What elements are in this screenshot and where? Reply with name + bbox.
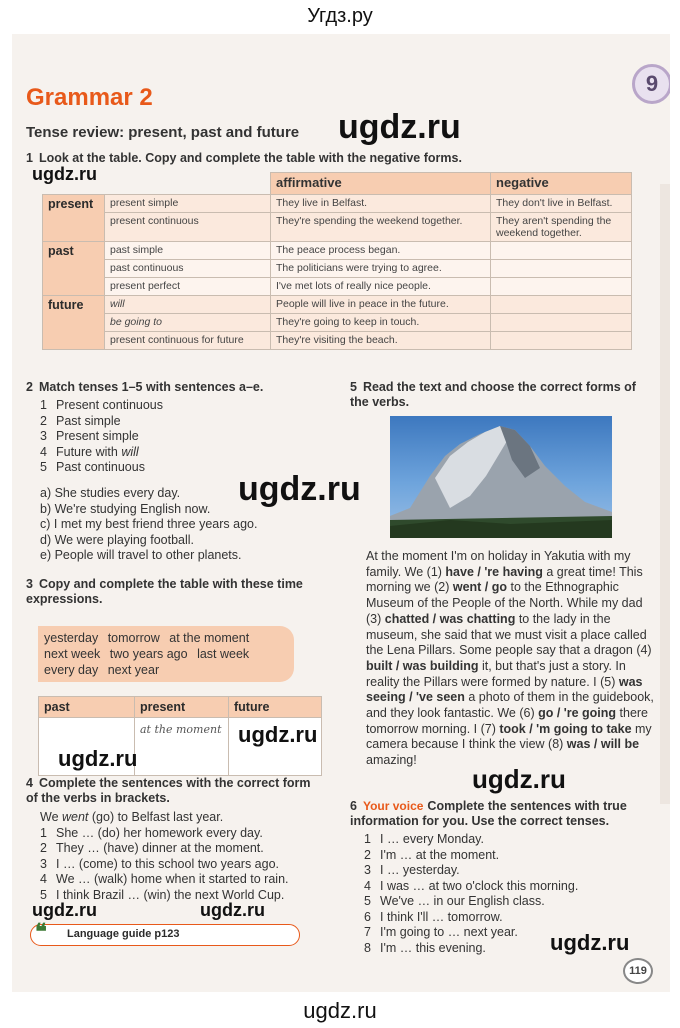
table-cell-affirmative: People will live in peace in the future.: [271, 296, 491, 314]
expression: yesterday: [44, 631, 99, 645]
expression: next week: [44, 647, 101, 661]
table-cell-tense: present continuous for future: [105, 332, 271, 350]
ex1-number: 1: [26, 151, 33, 165]
text-segment: my camera because I think the view (8): [366, 721, 652, 752]
ex4-heading: [26, 776, 316, 806]
item-text: Present continuous: [56, 398, 164, 412]
page-number: 119: [623, 958, 653, 984]
item-number: 1: [364, 832, 371, 846]
list-item: [364, 863, 578, 879]
watermark: ugdz.ru: [58, 746, 138, 771]
item-text-italic: will: [121, 444, 139, 459]
time-expressions-box: [38, 626, 294, 682]
table-cell-affirmative: They're visiting the beach.: [271, 332, 491, 350]
text-segment: to the lady in the museum, she said that we must visit a place called the Lena Pillars. Some people say that a dragon (4): [366, 611, 652, 658]
list-item: d) We were playing football.: [40, 532, 195, 547]
item-text: I think Brazil … (win) the next World Cup.: [56, 887, 285, 902]
reading-text: [366, 549, 656, 769]
list-item: [40, 872, 289, 888]
list-item: [364, 879, 578, 895]
ex6-number: 6: [350, 799, 357, 813]
your-voice-label: Your voice: [362, 799, 424, 813]
ex4-number: 4: [26, 776, 33, 790]
ex2-number: 2: [26, 380, 33, 394]
item-number: 4: [40, 872, 47, 886]
example-pre: We: [40, 810, 62, 824]
item-number: 3: [40, 429, 47, 443]
table-cell-affirmative: They live in Belfast.: [271, 195, 491, 213]
table-cell-negative: [491, 314, 632, 332]
item-text: We … (walk) home when it started to rain.: [56, 872, 289, 886]
list-item: c) I met my best friend three years ago.: [40, 517, 258, 531]
ex4-instruction: Complete the sentences with the correct form of the verbs in brackets.: [26, 776, 311, 805]
site-footer[interactable]: ugdz.ru: [303, 998, 377, 1023]
unit-badge: 9: [632, 64, 670, 104]
text-segment: there tomorrow morning. I (7): [366, 706, 649, 736]
table-cell-tense: present continuous: [105, 213, 271, 242]
item-number: 4: [364, 878, 371, 893]
language-guide-link[interactable]: [30, 919, 300, 946]
ex1-heading: [26, 151, 626, 166]
table-cell-affirmative: The politicians were trying to agree.: [271, 260, 491, 278]
watermark: ugdz.ru: [238, 722, 318, 747]
verb-choice-1[interactable]: have / 're having: [445, 564, 543, 579]
item-text: Past simple: [56, 413, 121, 428]
item-text: I … yesterday.: [380, 863, 460, 877]
item-number: 2: [40, 413, 47, 428]
table-cell-negative: They don't live in Belfast.: [491, 195, 632, 213]
ex6-list: [364, 832, 578, 956]
table-cell-affirmative: The peace process began.: [271, 242, 491, 260]
table-cell-negative: [491, 242, 632, 260]
group-present: present: [43, 195, 105, 242]
watermark: ugdz.ru: [32, 900, 97, 920]
ex2-heading: [26, 380, 336, 395]
list-item: [364, 941, 578, 957]
expression: at the moment: [169, 631, 250, 645]
group-past: past: [43, 242, 105, 296]
item-text: I … every Monday.: [380, 832, 484, 846]
watermark: ugdz.ru: [32, 164, 97, 184]
page-title: Grammar 2: [26, 84, 153, 111]
example-sentence: [40, 810, 289, 826]
item-number: 3: [40, 856, 47, 871]
verb-choice-7[interactable]: took / 'm going to take: [499, 721, 632, 736]
ex3-instruction: Copy and complete the table with these time expressions.: [26, 577, 303, 606]
item-number: 5: [40, 460, 47, 474]
ex6-instruction: Complete the sentences with true information for you. Use the correct tenses.: [350, 799, 627, 828]
item-text: Future with: [56, 444, 122, 459]
verb-choice-8[interactable]: was / will be: [566, 737, 640, 752]
table-cell-tense: present simple: [105, 195, 271, 213]
list-item: [40, 841, 289, 857]
example-post: (go) to Belfast last year.: [88, 810, 224, 824]
table-cell-negative: They aren't spending the weekend together.: [491, 213, 632, 242]
watermark: ugdz.ru: [200, 900, 265, 920]
list-item: [40, 826, 289, 842]
item-number: 4: [40, 444, 47, 459]
table-cell-affirmative: They're spending the weekend together.: [271, 213, 491, 242]
list-item: [364, 925, 578, 941]
col-affirmative: affirmative: [271, 173, 491, 195]
table-cell-affirmative: I've met lots of really nice people.: [271, 278, 491, 296]
item-number: 2: [40, 841, 47, 855]
example-answer: went: [62, 810, 89, 824]
list-item: [364, 848, 578, 864]
lena-pillars-photo: [390, 416, 612, 538]
verb-choice-6[interactable]: go / 're going: [538, 706, 617, 721]
item-text: I was … at two o'clock this morning.: [380, 878, 579, 893]
expression: two years ago: [109, 647, 188, 661]
ex2-tense-list: [40, 398, 163, 476]
expression: tomorrow: [107, 631, 160, 645]
list-item: [40, 445, 163, 461]
ex2-instruction: Match tenses 1–5 with sentences a–e.: [38, 380, 264, 394]
expression: every day: [44, 663, 99, 677]
site-header[interactable]: Угдз.ру: [307, 5, 373, 27]
col-negative: negative: [491, 173, 632, 195]
section-subtitle: Tense review: present, past and future: [26, 124, 300, 141]
item-number: 8: [364, 940, 371, 955]
list-item: [40, 414, 163, 430]
item-text: I'm … at the moment.: [380, 847, 500, 862]
ex1-instruction: Look at the table. Copy and complete the table with the negative forms.: [38, 151, 462, 165]
table-cell-negative: [491, 278, 632, 296]
expression: next year: [107, 663, 160, 677]
text-segment: it, but that's just a story. In reality the Pillars were formed by nature. I (5): [366, 658, 626, 689]
item-number: 3: [364, 863, 371, 877]
table-cell-tense: will: [105, 296, 271, 314]
table-cell-tense: past continuous: [105, 260, 271, 278]
table-cell-tense: past simple: [105, 242, 271, 260]
item-number: 2: [364, 847, 371, 862]
photo-illustration: [390, 416, 612, 538]
text-segment: a great time! This morning we (2): [366, 564, 643, 595]
table-cell-negative: [491, 296, 632, 314]
table-cell-negative: [491, 260, 632, 278]
table-cell-negative: [491, 332, 632, 350]
item-text: I'm going to … next year.: [380, 925, 518, 939]
table-cell-tense: be going to: [105, 314, 271, 332]
tense-table-blank2: [105, 173, 271, 195]
list-item: [40, 460, 163, 476]
text-segment: amazing!: [366, 753, 417, 768]
text-segment: to the Ethnographic Museum of the People of the North. While my dad (3): [366, 580, 643, 626]
ex5-instruction: Read the text and choose the correct forms of the verbs.: [350, 380, 636, 409]
item-text: I think I'll … tomorrow.: [380, 909, 503, 924]
col-past: past: [39, 697, 135, 718]
list-item: [40, 429, 163, 445]
tense-table: [42, 172, 632, 350]
language-guide-label: Language guide p123: [67, 928, 180, 940]
item-text: Present simple: [56, 429, 139, 443]
quote-icon: ❝: [35, 919, 47, 945]
watermark: ugdz.ru: [472, 764, 566, 794]
item-text: We've … in our English class.: [380, 894, 545, 908]
ex3-number: 3: [26, 577, 33, 591]
list-item: [40, 398, 163, 414]
watermark: ugdz.ru: [550, 930, 630, 955]
item-number: 5: [40, 887, 47, 902]
table-cell-tense: present perfect: [105, 278, 271, 296]
ex2-sentence-list: [40, 486, 257, 564]
list-item: a) She studies every day.: [40, 486, 181, 500]
watermark: ugdz.ru: [238, 470, 361, 508]
item-text: Past continuous: [56, 460, 145, 474]
ex6-heading: [350, 799, 650, 829]
page-edge: [660, 184, 670, 804]
item-number: 7: [364, 925, 371, 939]
item-text: They … (have) dinner at the moment.: [56, 841, 264, 855]
ex5-number: 5: [350, 380, 357, 394]
list-item: [40, 857, 289, 873]
verb-choice-3[interactable]: chatted / was chatting: [384, 611, 516, 626]
item-number: 6: [364, 909, 371, 924]
verb-choice-5[interactable]: was seeing / 've seen: [366, 674, 643, 705]
table-cell-affirmative: They're going to keep in touch.: [271, 314, 491, 332]
text-segment: a photo of them in the guidebook, and they look fantastic. We (6): [366, 690, 654, 721]
textbook-page: [12, 34, 670, 992]
col-future: future: [229, 697, 322, 718]
group-future: future: [43, 296, 105, 350]
item-text: I'm … this evening.: [380, 940, 486, 955]
item-number: 1: [40, 398, 47, 412]
ex5-heading: [350, 380, 650, 410]
list-item: [364, 910, 578, 926]
item-number: 5: [364, 894, 371, 908]
table-cell-present: at the moment: [135, 718, 229, 776]
text-segment: At the moment I'm on holiday in Yakutia with my family. We (1): [366, 549, 631, 579]
verb-choice-2[interactable]: went / go: [452, 580, 508, 595]
ex3-heading: [26, 577, 326, 607]
item-text: I … (come) to this school two years ago.: [56, 856, 280, 871]
list-item: e) People will travel to other planets.: [40, 548, 242, 562]
col-present: present: [135, 697, 229, 718]
item-number: 1: [40, 825, 47, 840]
expression: last week: [197, 647, 250, 661]
verb-choice-4[interactable]: built / was building: [366, 658, 479, 673]
item-text: She … (do) her homework every day.: [56, 825, 263, 840]
watermark: ugdz.ru: [338, 108, 461, 146]
list-item: b) We're studying English now.: [40, 501, 211, 516]
list-item: [364, 894, 578, 910]
list-item: [364, 832, 578, 848]
ex4-list: [40, 810, 289, 903]
